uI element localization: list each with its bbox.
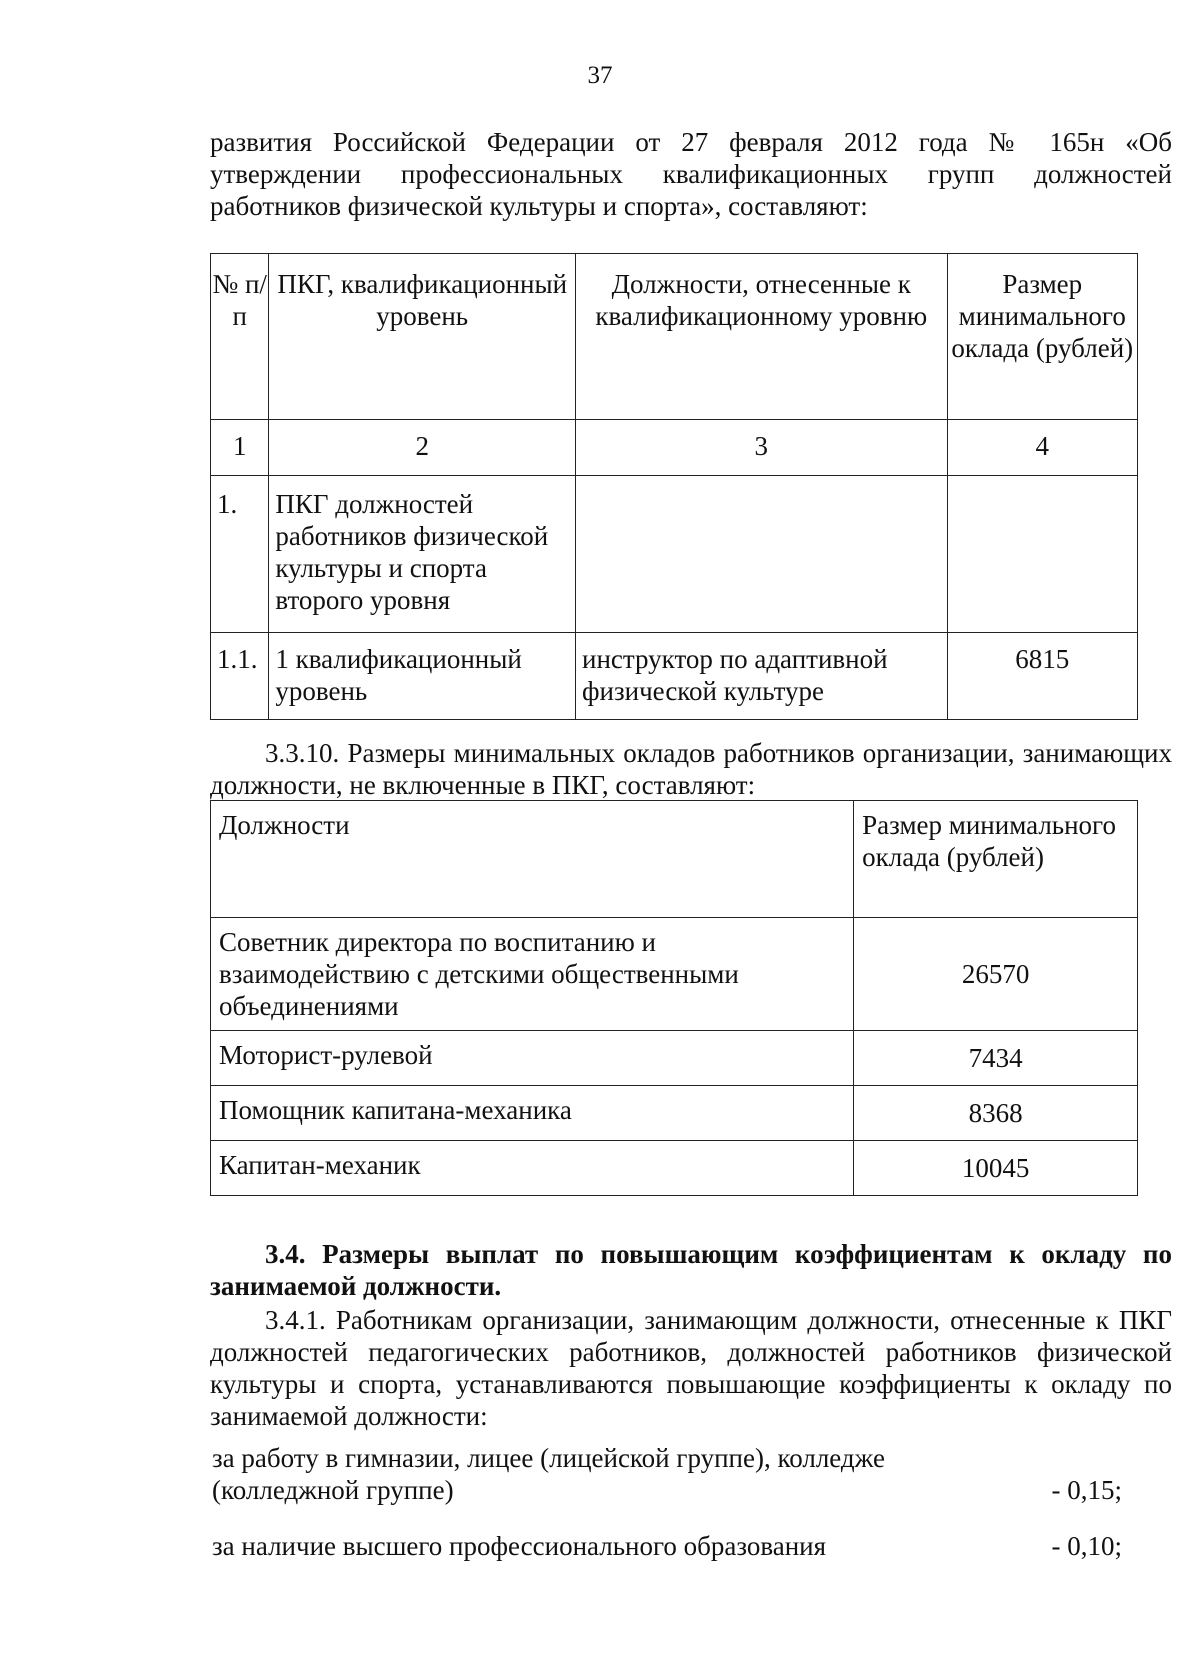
row-salary: 26570 [854, 918, 1138, 1031]
intro-paragraph: развития Российской Федерации от 27 февраля 2012 года № 165н «Об утверждении профессиональных квалификационных групп должностей работников физической культуры и спорта», составляют: [210, 127, 1172, 221]
col-num-2: 2 [269, 420, 576, 476]
row-num: 1.1. [211, 633, 269, 720]
coefficient-value: - 0,15; [1051, 1475, 1122, 1505]
section-3-4-1: 3.4.1. Работникам организации, занимающим должности, отнесенные к ПКГ должностей педагогических работников, должностей работников физической культуры и спорта, устанавливаются повышающие коэффициенты к окладу по занимаемой должности: [210, 1305, 1172, 1431]
col-num-3: 3 [576, 420, 947, 476]
row-salary: 7434 [854, 1031, 1138, 1086]
row-position: Моторист-рулевой [211, 1031, 854, 1086]
header-positions: Должности, отнесенные к квалификационному уровню [576, 254, 947, 420]
row-salary [947, 476, 1138, 633]
page-number: 37 [587, 62, 613, 89]
section-3-4-heading: 3.4. Размеры выплат по повышающим коэффициентам к окладу по занимаемой должности. [210, 1239, 1172, 1301]
header-salary: Размер минимального оклада (рублей) [854, 801, 1138, 918]
section-3-3-10: 3.3.10. Размеры минимальных окладов работников организации, занимающих должности, не включенные в ПКГ, составляют: [210, 738, 1172, 800]
col-num-4: 4 [947, 420, 1138, 476]
header-salary: Размер минимального оклада (рублей) [947, 254, 1138, 420]
table-header-row [211, 254, 1138, 420]
coefficient-item [212, 1530, 1132, 1562]
table-row [211, 633, 1138, 720]
row-positions: инструктор по адаптивной физической культуре [576, 633, 947, 720]
row-salary: 10045 [854, 1141, 1138, 1196]
col-num-1: 1 [211, 420, 269, 476]
row-position: Капитан-механик [211, 1141, 854, 1196]
row-pkg: ПКГ должностей работников физической культуры и спорта второго уровня [269, 476, 576, 633]
row-position: Помощник капитана-механика [211, 1086, 854, 1141]
header-num: № п/п [211, 254, 269, 420]
non-pkg-salary-table [210, 800, 1138, 1196]
row-position: Советник директора по воспитанию и взаимодействию с детскими общественными объединениями [211, 918, 854, 1031]
coefficient-value: - 0,10; [1051, 1531, 1122, 1561]
column-numbering-row [211, 420, 1138, 476]
row-num: 1. [211, 476, 269, 633]
coefficient-text: за работу в гимназии, лицее (лицейской группе), колледже (колледжной группе) [212, 1443, 885, 1505]
row-salary: 8368 [854, 1086, 1138, 1141]
row-pkg: 1 квалификационный уровень [269, 633, 576, 720]
header-position: Должности [211, 801, 854, 918]
table-row [211, 476, 1138, 633]
table-header-row [211, 801, 1138, 918]
row-salary: 6815 [947, 633, 1138, 720]
table-row [211, 918, 1138, 1031]
row-positions [576, 476, 947, 633]
table-row [211, 1031, 1138, 1086]
coefficient-item [212, 1442, 1132, 1506]
pkg-salary-table [210, 253, 1138, 720]
header-pkg: ПКГ, квалификационный уровень [269, 254, 576, 420]
table-row [211, 1086, 1138, 1141]
coefficient-text: за наличие высшего профессионального образования [212, 1531, 827, 1561]
table-row [211, 1141, 1138, 1196]
